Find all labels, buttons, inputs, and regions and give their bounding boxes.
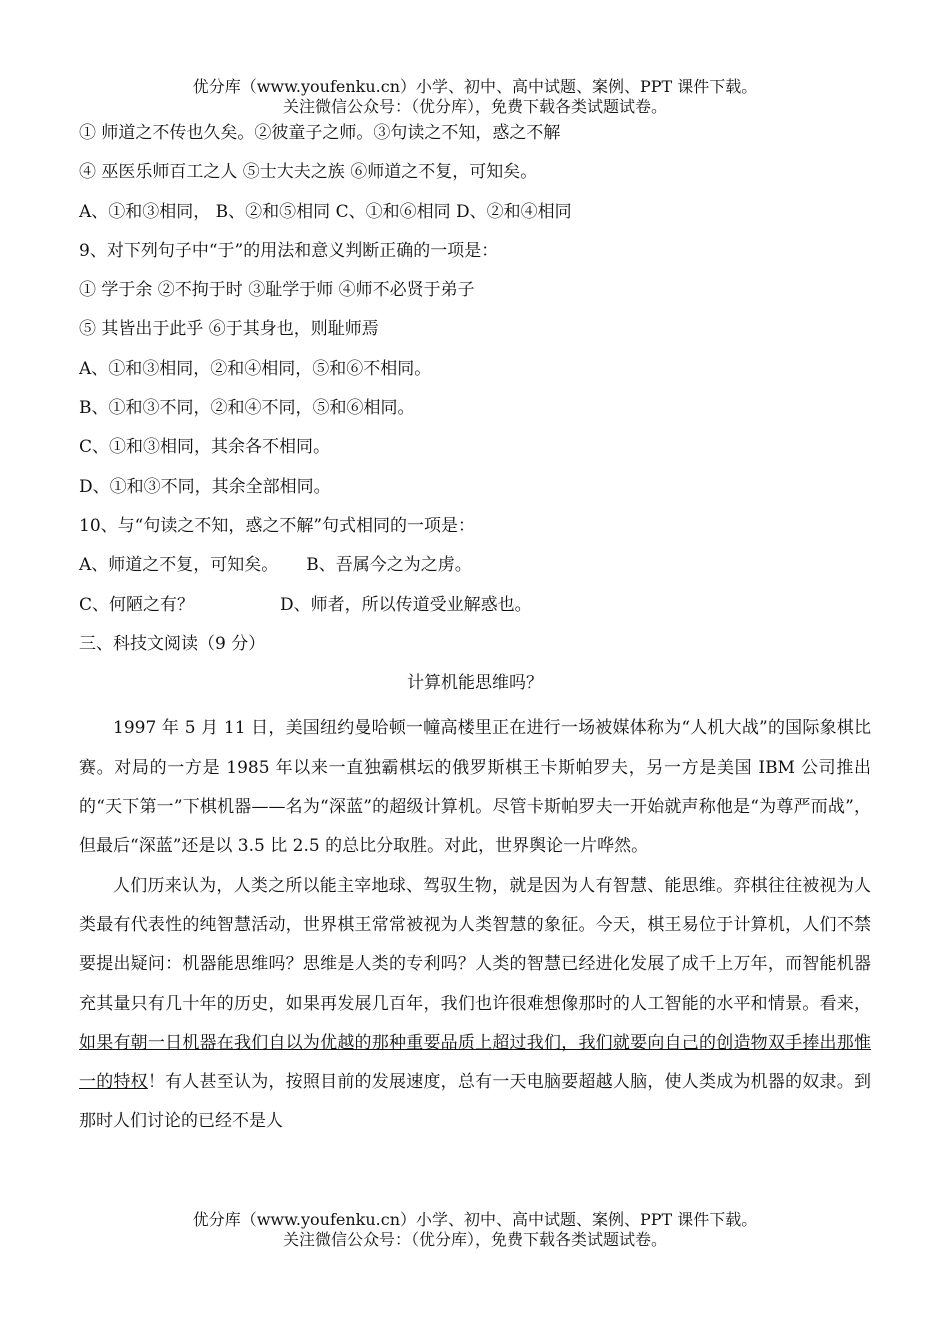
article-title: 计算机能思维吗？ — [407, 673, 543, 694]
paragraph-2-text-after: ！有人甚至认为，按照目前的发展速度，总有一天电脑要超越人脑，使人类成为机器的奴隶。到那时人们讨论的已经不是人 — [79, 1072, 871, 1132]
q10-option-b: B、吾属今之为之虏。 — [306, 555, 472, 576]
q9-option-a: A、①和③相同，②和④相同，⑤和⑥不相同。 — [79, 358, 432, 379]
q10-stem: 10、与“句读之不知，惑之不解”句式相同的一项是： — [79, 515, 476, 536]
footer-line-2: 关注微信公众号：（优分库），免费下载各类试题试卷。 — [282, 1230, 667, 1249]
paragraph-2-text-before: 人们历来认为，人类之所以能主宰地球、驾驭生物，就是因为人有智慧、能思维。弈棋往往被视为人类最有代表性的纯智慧活动，世界棋王常常被视为人类智慧的象征。今天，棋王易位于计算机，人们不禁要提出疑问：机器能思维吗？思维是人类的专利吗？人类的智慧已经进化发展了成千上万年，而智能机器充其量只有几十年的历史，如果再发展几百年，我们也许很难想像那时的人工智能的水平和情景。看来， — [79, 875, 871, 1014]
header-line-1: 优分库（www.youfenku.cn）小学、初中、高中试题、案例、PPT 课件下载。 — [192, 77, 758, 96]
page-footer — [0, 1210, 950, 1250]
underlined-sentence: 如果有朝一日机器在我们自以为优越的那种重要品质上超过我们，我们就要向自己的创造物双手捧出那惟一的特权 — [79, 1032, 871, 1093]
q8-options: A、①和③相同， B、②和⑤相同 C、①和⑥相同 D、②和④相同 — [79, 201, 572, 222]
q10-option-d: D、师者，所以传道受业解惑也。 — [280, 594, 532, 615]
q9-option-c: C、①和③相同，其余各不相同。 — [79, 437, 331, 458]
page-header — [0, 77, 950, 117]
footer-line-1: 优分库（www.youfenku.cn）小学、初中、高中试题、案例、PPT 课件下载。 — [192, 1210, 758, 1229]
q9-option-b: B、①和③不同，②和④不同，⑤和⑥相同。 — [79, 398, 415, 419]
document-body — [79, 120, 871, 1142]
q9-option-d: D、①和③不同，其余全部相同。 — [79, 476, 331, 497]
header-line-2: 关注微信公众号：（优分库），免费下载各类试题试卷。 — [282, 97, 667, 116]
q9-items-row-1: ① 学于余 ②不拘于时 ③耻学于师 ④师不必贤于弟子 — [79, 280, 475, 301]
q10-option-a: A、师道之不复，可知矣。 — [79, 555, 279, 576]
section-3-heading: 三、科技文阅读（9 分） — [79, 633, 266, 654]
q10-options-row-2 — [79, 592, 871, 631]
q8-items-row-1: ① 师道之不传也久矣。②彼童子之师。③句读之不知，惑之不解 — [79, 123, 561, 143]
article-paragraph-1: 1997 年 5 月 11 日，美国纽约曼哈顿一幢高楼里正在进行一场被媒体称为“人机大战”的国际象棋比赛。对局的一方是 1985 年以来一直独霸棋坛的俄罗斯棋王卡斯帕罗夫，另一方是美国 IBM 公司推出的“天下第一”下棋机器——名为“深蓝”的超级计算机。尽管卡斯帕罗夫一开始就声称他是“为尊严而战”，但最后“深蓝”还是以 3.5 比 2.5 的总比分取胜。对此，世界舆论一片哗然。 — [79, 718, 871, 857]
q10-options-row-1 — [79, 552, 871, 591]
q9-items-row-2: ⑤ 其皆出于此乎 ⑥于其身也，则耻师焉 — [79, 319, 379, 340]
q8-items-row-2: ④ 巫医乐师百工之人 ⑤士大夫之族 ⑥师道之不复，可知矣。 — [79, 162, 538, 183]
q10-option-c: C、何陋之有？ — [79, 594, 195, 615]
q9-stem: 9、对下列句子中“于”的用法和意义判断正确的一项是： — [79, 240, 499, 261]
article-paragraph-2 — [79, 867, 871, 1142]
